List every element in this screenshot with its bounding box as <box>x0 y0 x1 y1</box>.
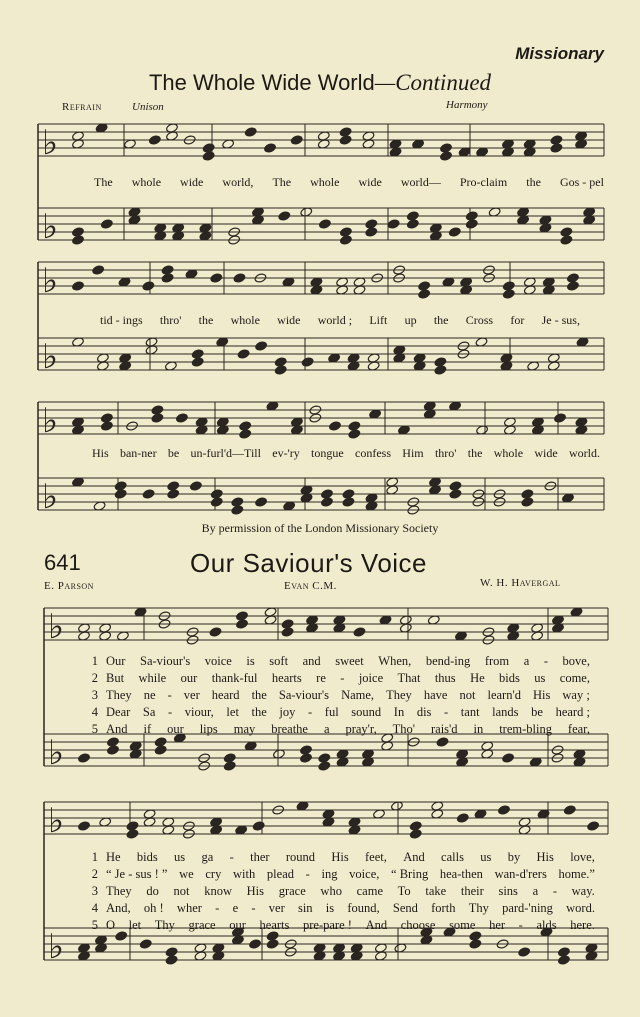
lyric-word: Gos - pel <box>559 175 604 189</box>
hymn-composer: W. H. Havergal <box>480 577 561 589</box>
verse-word: a <box>323 722 330 736</box>
verse-word: But <box>106 671 125 685</box>
verse-word: - <box>340 671 345 685</box>
lyric-word: confess <box>355 446 391 460</box>
staff-a1-treble <box>38 123 604 163</box>
verse-word: have <box>423 688 448 702</box>
verse-word: lips <box>199 722 218 736</box>
lyric-word: His <box>92 446 109 460</box>
verse-word: let <box>128 918 142 932</box>
verse-word: re <box>316 671 326 685</box>
verse-word: ver <box>268 901 285 915</box>
lyric-word: whole <box>131 175 162 189</box>
verse-word: Sa-viour's <box>140 654 191 668</box>
verse-word: not <box>173 884 190 898</box>
verse-word: - <box>168 705 173 719</box>
verse-word: is <box>325 901 335 915</box>
verse-word: cry <box>205 867 222 881</box>
hymn-a-lyric-line-3 <box>92 446 600 461</box>
staff-a1-bass <box>38 207 604 247</box>
verse-word: bids <box>136 850 158 864</box>
verse-word: may <box>233 722 256 736</box>
verse-word: joice <box>358 671 384 685</box>
clef-icon: ♭ <box>42 477 59 517</box>
lyric-word: wide <box>534 446 558 460</box>
clef-icon: ♭ <box>42 123 59 163</box>
verse-number: 5 <box>91 722 98 736</box>
lyric-word: world. <box>568 446 600 460</box>
verse-word: round <box>285 850 316 864</box>
verse-number: 4 <box>91 901 98 915</box>
verse-word: and <box>302 654 321 668</box>
verse-word: His <box>532 688 551 702</box>
verse-line <box>80 901 595 918</box>
clef-icon: ♭ <box>42 337 59 377</box>
verse-word: from <box>484 654 510 668</box>
verse-word: e <box>232 901 239 915</box>
staff-a3-bass <box>38 477 604 517</box>
verse-word: rais'd <box>431 722 458 736</box>
verse-word: - <box>215 901 220 915</box>
verse-word: forth <box>431 901 456 915</box>
verse-word: some <box>449 918 476 932</box>
verse-word: pre-pare ! <box>303 918 352 932</box>
verse-word: their <box>460 884 484 898</box>
verse-word: our <box>180 671 198 685</box>
verse-word: hearts <box>259 918 290 932</box>
verse-word: we <box>179 867 194 881</box>
verse-word: - <box>251 901 256 915</box>
verse-word: fear, <box>567 722 590 736</box>
verse-word: When, <box>378 654 412 668</box>
verse-word: if <box>143 722 152 736</box>
lyric-word: whole <box>310 175 340 189</box>
verse-word: feet, <box>365 850 387 864</box>
verse-word: learn'd <box>487 688 521 702</box>
verse-word: sin <box>297 901 313 915</box>
lyric-word: Him <box>402 446 424 460</box>
verse-word: is <box>246 654 255 668</box>
verse-word: a <box>523 654 530 668</box>
verse-word: tant <box>460 705 480 719</box>
verse-word: plead <box>266 867 294 881</box>
verse-word: take <box>425 884 447 898</box>
lyric-word: whole <box>493 446 524 460</box>
hymn-tune: Evan C.M. <box>284 580 337 592</box>
verse-word: the <box>251 688 267 702</box>
staff-b1-treble <box>44 607 608 647</box>
verse-word: - <box>518 918 523 932</box>
lyric-word: tid - ings <box>100 313 143 327</box>
verse-word: heard <box>211 688 240 702</box>
lyric-word: wide <box>358 175 382 189</box>
lyric-word: tongue <box>311 446 344 460</box>
verses-part-1 <box>80 654 590 739</box>
verse-line <box>80 918 595 935</box>
verse-word: Thy <box>468 901 489 915</box>
verse-word: be <box>531 705 543 719</box>
clef-icon: ♭ <box>48 801 65 841</box>
verse-word: And, <box>106 901 131 915</box>
lyric-word: thro' <box>434 446 457 460</box>
hymn-author: E. Parson <box>44 580 94 592</box>
clef-icon: ♭ <box>48 607 65 647</box>
verse-word: way ; <box>562 688 590 702</box>
verse-number: 2 <box>91 671 98 685</box>
verse-word: us <box>174 850 186 864</box>
lyric-word: world— <box>400 175 441 189</box>
verse-word: In <box>393 705 405 719</box>
hymn-a-lyric-line-1 <box>94 175 604 190</box>
verse-word: our <box>229 918 246 932</box>
verse-word: ing <box>321 867 338 881</box>
lyric-word: un-furl'd—Till <box>190 446 261 460</box>
verse-word: “ Bring <box>391 867 429 881</box>
verse-word: bids <box>499 671 520 685</box>
hymn-a-title <box>0 70 640 96</box>
verse-word: lands <box>492 705 519 719</box>
verse-word: know <box>204 884 232 898</box>
lyric-word: Je - sus, <box>541 313 580 327</box>
verses-part-2 <box>80 850 595 935</box>
staff-a3-treble <box>38 401 604 441</box>
verse-word: “ Je - sus ! ” <box>106 867 168 881</box>
verse-word: They <box>106 884 132 898</box>
verse-word: thank-ful <box>211 671 258 685</box>
verse-word: oh ! <box>143 901 164 915</box>
verse-word: voice <box>204 654 232 668</box>
verse-word: - <box>543 654 548 668</box>
clef-icon: ♭ <box>48 927 65 967</box>
verse-word: our <box>167 722 184 736</box>
verse-word: let <box>226 705 239 719</box>
verse-word: Name, <box>341 688 375 702</box>
verse-word: do <box>146 884 159 898</box>
verse-word: who <box>320 884 342 898</box>
verse-line <box>80 688 590 705</box>
verse-word: grace <box>278 884 306 898</box>
verse-word: Tho' <box>392 722 416 736</box>
verse-word: His <box>331 850 349 864</box>
refrain-label: Refrain <box>62 101 102 113</box>
verse-word: He <box>106 850 121 864</box>
lyric-word: up <box>404 313 417 327</box>
lyric-word: world, <box>222 175 254 189</box>
verse-word: sound <box>351 705 382 719</box>
verse-word: His <box>246 884 265 898</box>
verse-word: pray'r, <box>345 722 377 736</box>
verse-word: hearts <box>271 671 302 685</box>
staff-a2-bass <box>38 337 604 377</box>
verse-word: They <box>106 688 132 702</box>
verse-word: That <box>397 671 421 685</box>
verse-word: pard-'ning <box>502 901 553 915</box>
lyric-word: the <box>433 313 449 327</box>
harmony-label: Harmony <box>446 99 488 111</box>
lyric-word: whole <box>230 313 260 327</box>
verse-number: 2 <box>91 867 98 881</box>
verse-word: thus <box>434 671 456 685</box>
verse-word: Sa <box>142 705 156 719</box>
verse-word: with <box>233 867 256 881</box>
verse-word: word. <box>566 901 595 915</box>
verse-word: not <box>459 688 476 702</box>
hymn-b-title: Our Saviour's Voice <box>190 548 428 578</box>
verse-word: dis <box>416 705 432 719</box>
verse-word: alds <box>536 918 557 932</box>
verse-word: - <box>167 688 172 702</box>
verse-word: ga <box>201 850 214 864</box>
verse-number: 4 <box>91 705 98 719</box>
verse-word: - <box>308 705 313 719</box>
verse-word: calls <box>441 850 464 864</box>
verse-word: - <box>229 850 234 864</box>
verse-word: ther <box>250 850 270 864</box>
hymn-a-title-suffix: —Continued <box>374 70 492 95</box>
section-heading: Missionary <box>515 44 604 63</box>
verse-number: 5 <box>91 918 98 932</box>
verse-word: her <box>489 918 506 932</box>
verse-line <box>80 705 590 722</box>
verse-word: - <box>305 867 310 881</box>
verse-word: way. <box>571 884 595 898</box>
verse-line <box>80 654 590 671</box>
verse-word: in <box>473 722 484 736</box>
lyric-word: ban-ner <box>119 446 157 460</box>
verse-number: 3 <box>91 884 98 898</box>
verse-word: the <box>251 705 267 719</box>
verse-word: bend-ing <box>425 654 471 668</box>
verse-word: while <box>138 671 167 685</box>
verse-word: He <box>470 671 485 685</box>
lyric-word: Cross <box>465 313 494 327</box>
verse-word: us <box>480 850 492 864</box>
verse-word: joy <box>279 705 296 719</box>
verse-word: wher <box>176 901 202 915</box>
hymn-a-lyric-line-2 <box>100 313 580 328</box>
lyric-word: world ; <box>317 313 353 327</box>
verse-word: bove, <box>562 654 590 668</box>
verse-word: by <box>507 850 521 864</box>
staff-b2-treble <box>44 801 608 841</box>
verse-word: His <box>536 850 554 864</box>
verse-word: voice, <box>349 867 380 881</box>
verse-word: viour, <box>184 705 214 719</box>
verse-line <box>80 671 590 688</box>
verse-word: sweet <box>335 654 364 668</box>
verse-word: ne <box>143 688 156 702</box>
verse-word: come, <box>559 671 590 685</box>
verse-word: breathe <box>271 722 308 736</box>
clef-icon: ♭ <box>42 207 59 247</box>
lyric-word: The <box>272 175 292 189</box>
verse-word: here. <box>570 918 595 932</box>
lyric-word: Pro-claim <box>459 175 508 189</box>
lyric-word: The <box>94 175 113 189</box>
permission-notice: By permission of the London Missionary Society <box>201 521 439 535</box>
verse-word: They <box>386 688 412 702</box>
verse-word: soft <box>269 654 289 668</box>
verse-number: 3 <box>91 688 98 702</box>
verse-word: Thy <box>154 918 175 932</box>
verse-word: love, <box>570 850 595 864</box>
lyric-word: thro' <box>159 313 182 327</box>
verse-word: To <box>397 884 411 898</box>
verse-word: came <box>356 884 383 898</box>
verse-word: grace <box>188 918 216 932</box>
verse-word: Our <box>106 654 126 668</box>
verse-word: trem-bling <box>499 722 552 736</box>
verse-word: And <box>365 918 388 932</box>
hymn-number: 641 <box>44 550 81 575</box>
staff-a2-treble <box>38 261 604 301</box>
verse-word: Send <box>392 901 418 915</box>
verse-word: And <box>403 850 425 864</box>
verse-word: - <box>444 705 449 719</box>
verse-word: hea-then <box>439 867 483 881</box>
verse-word: found, <box>347 901 380 915</box>
verse-word: home.” <box>558 867 595 881</box>
verse-number: 1 <box>91 850 98 864</box>
clef-icon: ♭ <box>42 401 59 441</box>
verse-word: ful <box>324 705 339 719</box>
verse-word: sins <box>498 884 518 898</box>
verse-word: And <box>106 722 128 736</box>
clef-icon: ♭ <box>42 261 59 301</box>
clef-icon: ♭ <box>48 733 65 773</box>
hymn-a-title-text: The Whole Wide World <box>148 70 375 95</box>
verse-word: choose <box>400 918 436 932</box>
verse-line <box>80 884 595 901</box>
lyric-word: the <box>467 446 483 460</box>
verse-word: wan-d'rers <box>494 867 547 881</box>
unison-label: Unison <box>132 101 164 113</box>
verse-word: O <box>106 918 116 932</box>
verse-word: Dear <box>106 705 131 719</box>
lyric-word: wide <box>180 175 204 189</box>
verse-word: a <box>532 884 539 898</box>
verse-line <box>80 850 595 867</box>
verse-line <box>80 867 595 884</box>
lyric-word: wide <box>277 313 301 327</box>
lyric-word: for <box>510 313 525 327</box>
verse-word: ver <box>183 688 200 702</box>
verse-word: - <box>552 884 557 898</box>
verse-line <box>80 722 590 739</box>
lyric-word: the <box>198 313 214 327</box>
lyric-word: ev-'ry <box>272 446 300 460</box>
verse-number: 1 <box>91 654 98 668</box>
verse-word: Sa-viour's <box>278 688 330 702</box>
lyric-word: be <box>167 446 180 460</box>
verse-word: us <box>534 671 546 685</box>
lyric-word: Lift <box>369 313 388 327</box>
lyric-word: the <box>526 175 541 189</box>
verse-word: heard ; <box>555 705 590 719</box>
